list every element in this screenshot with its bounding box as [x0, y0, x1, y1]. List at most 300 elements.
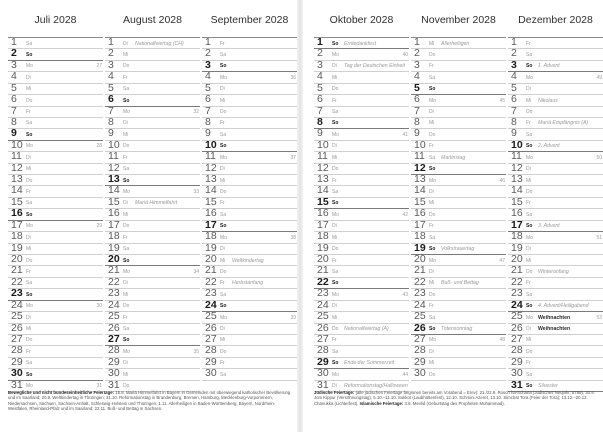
day-row[interactable]	[202, 104, 297, 118]
day-number: 14	[317, 184, 329, 197]
week-number: 52	[596, 314, 602, 321]
day-row[interactable]	[508, 95, 603, 106]
day-row[interactable]	[508, 49, 603, 60]
day-row[interactable]	[105, 72, 200, 83]
weekday-abbr: Sa	[220, 371, 227, 378]
weekday-abbr: Di	[220, 86, 225, 93]
day-number: 4	[511, 70, 517, 83]
day-row[interactable]	[8, 72, 103, 83]
weekday-abbr: Fr	[526, 280, 531, 287]
day-number: 22	[11, 275, 23, 288]
day-number: 25	[108, 310, 120, 323]
day-row[interactable]	[105, 49, 200, 60]
day-number: 1	[205, 36, 211, 48]
day-number: 13	[317, 173, 329, 186]
day-number: 21	[11, 264, 23, 277]
weekday-abbr: Di	[526, 246, 531, 253]
day-number: 17	[511, 218, 523, 231]
day-number: 10	[205, 138, 217, 151]
day-row[interactable]	[411, 81, 506, 95]
weekday-abbr: Di	[123, 280, 128, 287]
day-row[interactable]	[411, 38, 506, 49]
month-title: Juli 2028	[8, 14, 103, 38]
weekday-abbr: Mi	[220, 177, 226, 184]
weekday-abbr: Mi	[26, 86, 32, 93]
day-number: 19	[511, 241, 523, 254]
weekday-abbr: Fr	[526, 200, 531, 207]
day-number: 15	[108, 195, 120, 208]
day-row[interactable]	[508, 81, 603, 95]
day-number: 25	[317, 310, 329, 323]
holiday-note: Tag der Deutschen Einheit	[344, 63, 405, 70]
day-row[interactable]	[411, 58, 506, 72]
week-number: 27	[96, 63, 102, 70]
weekday-abbr: Sa	[332, 188, 339, 195]
weekday-abbr: Di	[332, 143, 337, 150]
day-row[interactable]	[105, 38, 200, 49]
weekday-abbr: Mo	[220, 234, 227, 241]
weekday-abbr: Mo	[526, 234, 533, 241]
weekday-abbr: So	[123, 177, 130, 184]
weekday-abbr: Di	[526, 326, 531, 333]
day-row[interactable]	[508, 58, 603, 72]
weekday-abbr: Mo	[526, 74, 533, 81]
day-number: 26	[108, 321, 120, 334]
day-row[interactable]	[411, 49, 506, 60]
day-number: 14	[414, 184, 426, 197]
day-number: 17	[205, 218, 217, 231]
day-row[interactable]	[8, 81, 103, 95]
day-number: 1	[414, 36, 420, 48]
weekday-abbr: Mo	[526, 314, 533, 321]
day-number: 11	[511, 150, 522, 163]
day-number: 26	[511, 321, 523, 334]
day-number: 24	[317, 298, 329, 311]
day-row[interactable]	[411, 115, 506, 129]
day-number: 6	[414, 93, 420, 106]
day-number: 28	[511, 344, 523, 357]
weekday-abbr: Mi	[526, 177, 532, 184]
day-number: 16	[205, 207, 217, 220]
weekday-abbr: Sa	[220, 211, 227, 218]
day-number: 6	[317, 93, 323, 106]
day-row[interactable]	[508, 138, 603, 152]
weekday-abbr: Mi	[332, 74, 338, 81]
weekday-abbr: So	[332, 200, 339, 207]
day-number: 8	[108, 115, 114, 128]
day-number: 11	[205, 150, 216, 163]
day-number: 5	[108, 81, 114, 94]
day-row[interactable]	[8, 95, 103, 106]
book-spine	[297, 0, 303, 432]
day-row[interactable]	[105, 95, 200, 106]
day-number: 9	[11, 127, 17, 140]
day-number: 4	[11, 70, 17, 83]
weekday-abbr: Do	[220, 188, 227, 195]
day-number: 12	[205, 161, 217, 174]
day-number: 9	[205, 127, 211, 140]
weekday-abbr: Fr	[526, 40, 531, 47]
day-number: 24	[414, 298, 426, 311]
footnote-text-islamic: 3.8. Mevlid (Geburtstag des Propheten Muhammad).	[404, 400, 505, 406]
weekday-abbr: Di	[123, 200, 128, 207]
weekday-abbr: Do	[429, 131, 436, 138]
month-august	[105, 14, 200, 392]
weekday-abbr: So	[526, 63, 533, 70]
day-row[interactable]	[105, 104, 200, 118]
weekday-abbr: Do	[332, 326, 339, 333]
day-number: 26	[414, 321, 426, 334]
week-number: 49	[596, 74, 602, 81]
day-number: 2	[511, 47, 517, 60]
day-number: 16	[414, 207, 426, 220]
footnote-label: Bewegliche und nicht bundeseinheitliche Feiertage:	[8, 390, 115, 395]
weekday-abbr: Mo	[332, 211, 339, 218]
weekday-abbr: Fr	[332, 177, 337, 184]
holiday-note: Mariä Himmelfahrt	[135, 200, 178, 207]
day-number: 14	[205, 184, 217, 197]
holiday-note: 3. Advent	[538, 223, 560, 230]
week-number: 48	[499, 337, 505, 344]
weekday-abbr: Do	[526, 109, 533, 116]
weekday-abbr: Mo	[220, 74, 227, 81]
day-row[interactable]	[411, 138, 506, 152]
day-number: 3	[205, 58, 211, 71]
day-number: 28	[317, 344, 329, 357]
day-number: 25	[414, 310, 426, 323]
weekday-abbr: Fr	[220, 280, 225, 287]
day-row[interactable]	[314, 38, 409, 49]
weekday-abbr: Sa	[526, 131, 533, 138]
day-number: 16	[11, 207, 23, 220]
week-number: 47	[499, 257, 505, 264]
weekday-abbr: Fr	[429, 303, 434, 310]
week-number: 46	[499, 177, 505, 184]
day-number: 13	[11, 173, 23, 186]
day-number: 19	[11, 241, 23, 254]
day-number: 23	[317, 287, 329, 300]
day-number: 30	[317, 367, 329, 380]
day-row[interactable]	[508, 115, 603, 129]
day-number: 20	[414, 253, 426, 266]
day-number: 15	[317, 195, 329, 208]
weekday-abbr: Mo	[26, 383, 33, 390]
weekday-abbr: Do	[526, 348, 533, 355]
weekday-abbr: Do	[220, 268, 227, 275]
day-number: 12	[317, 161, 329, 174]
day-number: 30	[11, 367, 23, 380]
weekday-abbr: Mi	[332, 234, 338, 241]
holiday-note: 4. Advent/Heiligabend	[538, 303, 589, 310]
day-number: 18	[511, 230, 523, 243]
day-number: 17	[317, 218, 329, 231]
week-number: 40	[402, 51, 408, 58]
day-number: 20	[205, 253, 217, 266]
day-row[interactable]	[202, 95, 297, 106]
day-row[interactable]	[314, 138, 409, 152]
day-number: 19	[317, 241, 329, 254]
weekday-abbr: Do	[332, 166, 339, 173]
weekday-abbr: So	[26, 291, 33, 298]
day-row[interactable]	[105, 115, 200, 129]
weekday-abbr: Mi	[526, 337, 532, 344]
weekday-abbr: Fr	[220, 200, 225, 207]
week-number: 29	[96, 223, 102, 230]
day-row[interactable]	[508, 38, 603, 49]
weekday-abbr: Sa	[220, 291, 227, 298]
day-row[interactable]	[411, 369, 506, 380]
holiday-note: 1. Advent	[538, 63, 560, 70]
weekday-abbr: Sa	[26, 360, 33, 367]
day-number: 13	[414, 173, 426, 186]
weekday-abbr: Sa	[429, 234, 436, 241]
weekday-abbr: Do	[123, 63, 130, 70]
day-row[interactable]	[202, 72, 297, 83]
day-number: 27	[11, 332, 23, 345]
weekday-abbr: Fr	[26, 268, 31, 275]
day-number: 3	[317, 58, 323, 71]
day-row[interactable]	[105, 81, 200, 95]
day-row[interactable]	[202, 58, 297, 72]
weekday-abbr: Di	[123, 360, 128, 367]
day-number: 21	[108, 264, 120, 277]
day-row[interactable]	[314, 72, 409, 83]
weekday-abbr: Do	[526, 188, 533, 195]
weekday-abbr: Mi	[123, 291, 129, 298]
day-number: 21	[317, 264, 329, 277]
day-number: 2	[11, 47, 17, 60]
day-number: 30	[511, 367, 523, 380]
day-row[interactable]	[8, 115, 103, 129]
day-number: 10	[11, 138, 23, 151]
day-row[interactable]	[8, 104, 103, 118]
day-row[interactable]	[411, 72, 506, 83]
day-number: 18	[205, 230, 217, 243]
day-number: 31	[511, 378, 523, 391]
weekday-abbr: So	[220, 303, 227, 310]
weekday-abbr: So	[526, 223, 533, 230]
day-number: 28	[108, 344, 120, 357]
day-row[interactable]	[202, 81, 297, 95]
day-number: 14	[11, 184, 23, 197]
weekday-abbr: Sa	[123, 86, 130, 93]
day-number: 17	[108, 218, 120, 231]
holiday-note: Nikolaus	[538, 97, 558, 104]
weekday-abbr: Di	[526, 166, 531, 173]
weekday-abbr: So	[332, 40, 339, 47]
day-number: 20	[108, 253, 120, 266]
weekday-abbr: So	[429, 326, 436, 333]
weekday-abbr: Sa	[429, 154, 436, 161]
weekday-abbr: Fr	[26, 109, 31, 116]
weekday-abbr: Di	[332, 383, 337, 390]
weekday-abbr: Do	[220, 348, 227, 355]
holiday-note: 2. Advent	[538, 143, 560, 150]
day-number: 19	[108, 241, 120, 254]
weekday-abbr: Mi	[526, 257, 532, 264]
day-row[interactable]	[8, 38, 103, 49]
day-row[interactable]	[8, 138, 103, 152]
weekday-abbr: Sa	[26, 280, 33, 287]
day-number: 15	[511, 195, 523, 208]
weekday-abbr: Sa	[429, 74, 436, 81]
day-number: 31	[317, 378, 329, 391]
day-number: 25	[11, 310, 23, 323]
day-row[interactable]	[314, 49, 409, 60]
weekday-abbr: Sa	[526, 371, 533, 378]
day-row[interactable]	[202, 49, 297, 60]
day-row[interactable]	[202, 369, 297, 380]
day-number: 21	[205, 264, 217, 277]
day-number: 9	[317, 127, 323, 140]
day-row[interactable]	[202, 115, 297, 129]
week-number: 44	[402, 371, 408, 378]
weekday-abbr: So	[429, 166, 436, 173]
day-row[interactable]	[411, 95, 506, 106]
weekday-abbr: Mi	[123, 211, 129, 218]
weekday-abbr: Mi	[429, 120, 435, 127]
weekday-abbr: Do	[26, 97, 33, 104]
day-number: 23	[205, 287, 217, 300]
weekday-abbr: Fr	[220, 360, 225, 367]
day-number: 27	[511, 332, 523, 345]
holiday-note: Weltkindertag	[232, 257, 264, 264]
day-row[interactable]	[202, 38, 297, 49]
week-number: 28	[96, 143, 102, 150]
day-row[interactable]	[8, 49, 103, 60]
weekday-abbr: Mi	[429, 360, 435, 367]
weekday-abbr: Mi	[220, 97, 226, 104]
weekday-abbr: So	[332, 360, 339, 367]
week-number: 37	[290, 154, 296, 161]
weekday-abbr: Mi	[220, 257, 226, 264]
day-number: 23	[11, 287, 23, 300]
weekday-abbr: Di	[429, 348, 434, 355]
day-row[interactable]	[314, 81, 409, 95]
day-number: 22	[511, 275, 523, 288]
weekday-abbr: So	[26, 131, 33, 138]
month-october	[314, 14, 409, 392]
day-number: 15	[11, 195, 23, 208]
weekday-abbr: Mi	[123, 371, 129, 378]
weekday-abbr: Mo	[332, 51, 339, 58]
weekday-abbr: So	[526, 383, 533, 390]
weekday-abbr: Mi	[26, 166, 32, 173]
week-number: 36	[290, 74, 296, 81]
weekday-abbr: Mi	[526, 97, 532, 104]
week-number: 50	[596, 154, 602, 161]
week-number: 35	[193, 348, 199, 355]
week-number: 41	[402, 131, 408, 138]
day-number: 9	[414, 127, 420, 140]
day-number: 27	[414, 332, 426, 345]
day-number: 26	[317, 321, 329, 334]
weekday-abbr: Do	[220, 109, 227, 116]
day-number: 10	[317, 138, 329, 151]
weekday-abbr: Fr	[429, 143, 434, 150]
day-row[interactable]	[314, 115, 409, 129]
day-row[interactable]	[508, 104, 603, 118]
day-row[interactable]	[314, 95, 409, 106]
day-number: 29	[317, 355, 329, 368]
day-number: 29	[11, 355, 23, 368]
weekday-abbr: Mo	[123, 109, 130, 116]
weekday-abbr: Sa	[123, 166, 130, 173]
weekday-abbr: Fr	[123, 154, 128, 161]
day-number: 11	[414, 150, 425, 163]
day-number: 12	[108, 161, 120, 174]
day-number: 10	[414, 138, 426, 151]
weekday-abbr: Mo	[26, 303, 33, 310]
day-number: 22	[317, 275, 329, 288]
day-number: 29	[108, 355, 120, 368]
day-number: 3	[511, 58, 517, 71]
left-page	[0, 0, 296, 432]
day-number: 6	[205, 93, 211, 106]
footnote-text: 15.8. Mariä Himmelfahrt in Bayern in Gemeinden mit überwiegend katholischer Bevölkerung und im Saarland; 20.9. Weltkindertag in Thüringen; 31.10. Reformationstag in Brandenburg, Bremen, Hamburg, Mecklenburg-Vorpommern, Niedersachsen, Sachsen, Sachsen-Anhalt, Schleswig-Holstein und Thüringen; 1.11. Allerheiligen in Baden-Württemberg, Bayern, Nordrhein-Westfalen, Rheinland-Pfalz und im Saarland; 22.11. Buß- und Bettag in Sachsen.	[8, 390, 291, 412]
day-row[interactable]	[105, 138, 200, 152]
day-row[interactable]	[202, 138, 297, 152]
day-number: 15	[205, 195, 217, 208]
weekday-abbr: Sa	[26, 120, 33, 127]
day-number: 11	[317, 150, 328, 163]
day-number: 7	[414, 104, 420, 117]
day-number: 4	[414, 70, 420, 83]
day-number: 5	[317, 81, 323, 94]
day-number: 7	[108, 104, 114, 117]
day-row[interactable]	[314, 58, 409, 72]
weekday-abbr: Di	[429, 188, 434, 195]
day-number: 16	[511, 207, 523, 220]
day-number: 18	[11, 230, 23, 243]
day-row[interactable]	[508, 72, 603, 83]
day-number: 3	[11, 58, 17, 71]
footnote-label-islamic: Islamische Feiertage:	[359, 400, 404, 406]
day-row[interactable]	[314, 104, 409, 118]
holiday-note: Winteranfang	[538, 268, 569, 275]
day-row[interactable]	[8, 58, 103, 72]
weekday-abbr: So	[220, 143, 227, 150]
weekday-abbr: Mo	[220, 154, 227, 161]
weekday-abbr: Fr	[220, 40, 225, 47]
week-number: 33	[193, 188, 199, 195]
day-number: 7	[11, 104, 17, 117]
weekday-abbr: So	[332, 120, 339, 127]
month-july	[8, 14, 103, 392]
day-number: 5	[205, 81, 211, 94]
holiday-note: Silvester	[538, 383, 558, 390]
holiday-note: Allerheiligen	[441, 40, 470, 47]
day-row[interactable]	[411, 104, 506, 118]
holiday-footnote-left	[8, 390, 294, 412]
weekday-abbr: Sa	[220, 51, 227, 58]
weekday-abbr: So	[220, 223, 227, 230]
weekday-abbr: Mi	[123, 131, 129, 138]
day-number: 17	[414, 218, 426, 231]
day-number: 31	[11, 378, 23, 391]
day-number: 30	[108, 367, 120, 380]
weekday-abbr: Do	[26, 257, 33, 264]
weekday-abbr: Fr	[332, 337, 337, 344]
day-number: 20	[317, 253, 329, 266]
day-number: 25	[511, 310, 523, 323]
weekday-abbr: Fr	[429, 63, 434, 70]
day-number: 22	[108, 275, 120, 288]
weekday-abbr: Fr	[332, 257, 337, 264]
month-september	[202, 14, 297, 381]
holiday-note: Herbstanfang	[232, 280, 264, 287]
day-row[interactable]	[105, 58, 200, 72]
